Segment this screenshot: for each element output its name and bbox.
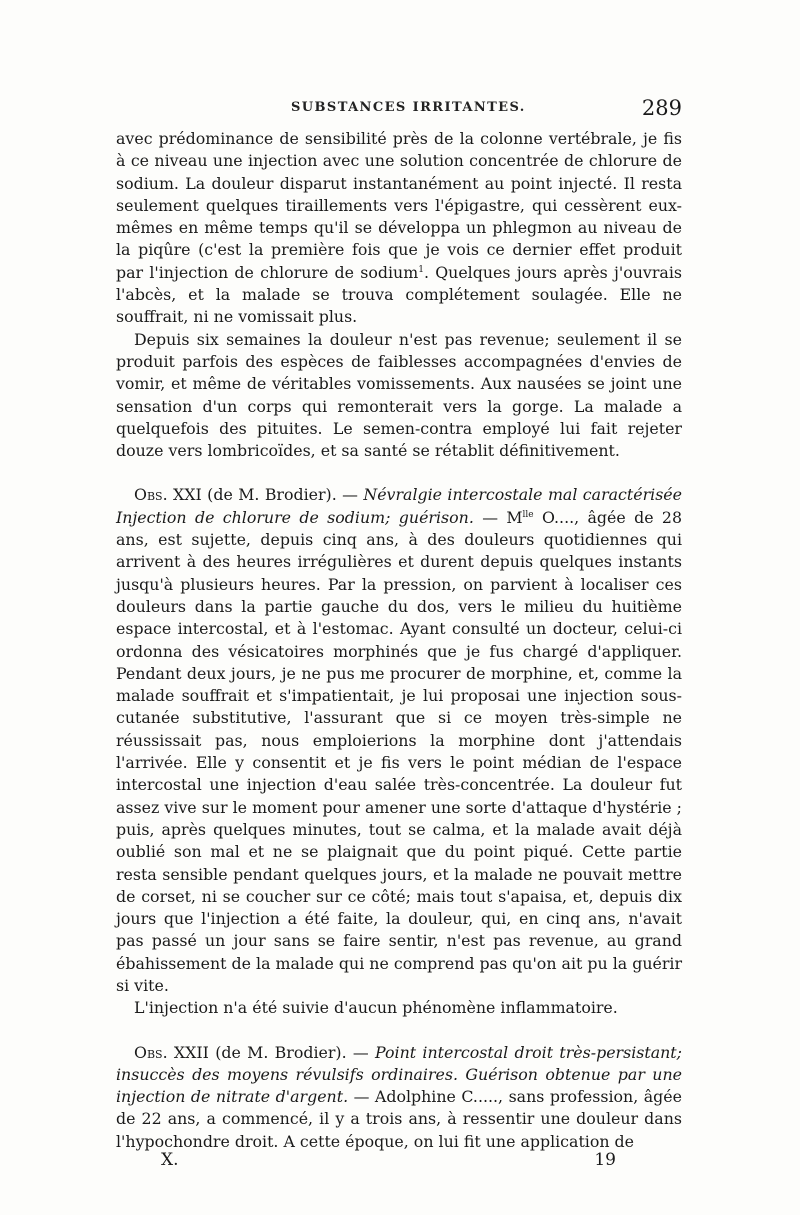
paragraph-continued — [116, 128, 682, 329]
page-number: 289 — [641, 96, 682, 120]
observation-xxi-followup: L'injection n'a été suivie d'aucun phénomène inflammatoire. — [134, 998, 618, 1018]
observation-text: — Adolphine C....., sans profession, âgée de 22 ans, a commencé, il y a trois ans, à ressentir une douleur dans l'hypochondre droit. A cette époque, on lui fit une application de — [116, 1087, 682, 1151]
paragraph-text: . Quelques jours après j'ouvrais l'abcès, et la malade se trouva complétement soulagée. Elle ne souffrait, ni ne vomissait plus. — [116, 262, 682, 327]
page-footer — [116, 1150, 682, 1176]
observation-dash: — M — [473, 507, 523, 527]
paragraph-text: avec prédominance de sensibilité près de la colonne vertébrale, je fis à ce niveau une injection avec une solution concentrée de chlorure de sodium. La douleur disparut instantanément au point injecté. Il resta seulement quelques tiraillements vers l'épigastre, qui cessèrent eux-mêmes en même temps qu'il se développa un phlegmon au niveau de la piqûre (c'est la première fois que je vois ce dernier effet produit par l'injection de chlorure de sodium — [116, 129, 682, 282]
observation-author: (de M. Brodier). — — [208, 1042, 376, 1062]
observation-label: Obs. XXII — [134, 1042, 209, 1062]
running-head: SUBSTANCES IRRITANTES. — [291, 100, 526, 115]
paragraph-followup: Depuis six semaines la douleur n'est pas revenue; seulement il se produit parfois des espèces de faiblesses accompagnées d'envies de vomir, et même de véritables vomissements. Aux nausées se joint une sensation d'un corps qui remonterait vers la gorge. La malade a quelquefois des pituites. Le semen-contra employé lui fait rejeter douze vers lombricoïdes, et sa santé se rétablit définitivement. — [116, 329, 682, 461]
observation-author: (de M. Brodier). — — [201, 485, 364, 505]
observation-label: Obs. XXI — [134, 485, 202, 505]
signature-mark: X. — [161, 1150, 179, 1170]
footnote-ref: 1 — [418, 264, 424, 275]
observation-text: O...., âgée de 28 ans, est sujette, depuis cinq ans, à des douleurs quotidiennes qui arrivent à des heures irrégulières et durent depuis quelques instants jusqu'à plusieurs heures. Par la pression, on parvient à localiser ces douleurs dans la partie gauche du dos, vers le milieu du huitième espace intercostal, et à l'estomac. Ayant consulté un docteur, celui-ci ordonna des vésicatoires morphinés que je fus chargé d'appliquer. Pendant deux jours, je ne pus me procurer de morphine, et, comme la malade souffrait et s'impatientait, je lui proposai une injection sous-cutanée substitutive, l'assurant que si ce moyen très-simple ne réussissait pas, nous emploierions la morphine dont j'attendais l'arrivée. Elle y consentit et je fis vers le point médian de l'espace intercostal une injection d'eau salée très-concentrée. La douleur fut assez vive sur le moment pour amener une sorte d'attaque d'hystérie ; puis, après quelques minutes, tout se calma, et la malade avait déjà oublié son mal et ne se plaignait que du point piqué. Cette partie resta sensible pendant quelques jours, et la malade ne pouvait mettre de corset, ni se coucher sur ce côté; mais tout s'apaisa, et, depuis dix jours que l'injection a été faite, la douleur, qui, en cinq ans, n'avait pas passé un jour sans se faire sentir, n'est pas revenue, au grand ébahissement de la malade qui ne comprend pas qu'on ait pu la guérir si vite. — [116, 507, 683, 995]
observation-title: Névralgie intercostale mal caractérisée Injection de chlorure de sodium; guérison. — [116, 485, 682, 527]
observation-xxi — [116, 484, 682, 997]
mlle-superscript: lle — [522, 509, 534, 520]
sheet-number: 19 — [594, 1150, 616, 1170]
observation-xxii — [116, 1042, 682, 1153]
body-text — [116, 128, 682, 1153]
page-header — [116, 96, 682, 126]
observation-title: Point intercostal droit très-persistant; insuccès des moyens révulsifs ordinaires. Guérison obtenue par une injection de nitrate d'argent. — [116, 1042, 682, 1107]
